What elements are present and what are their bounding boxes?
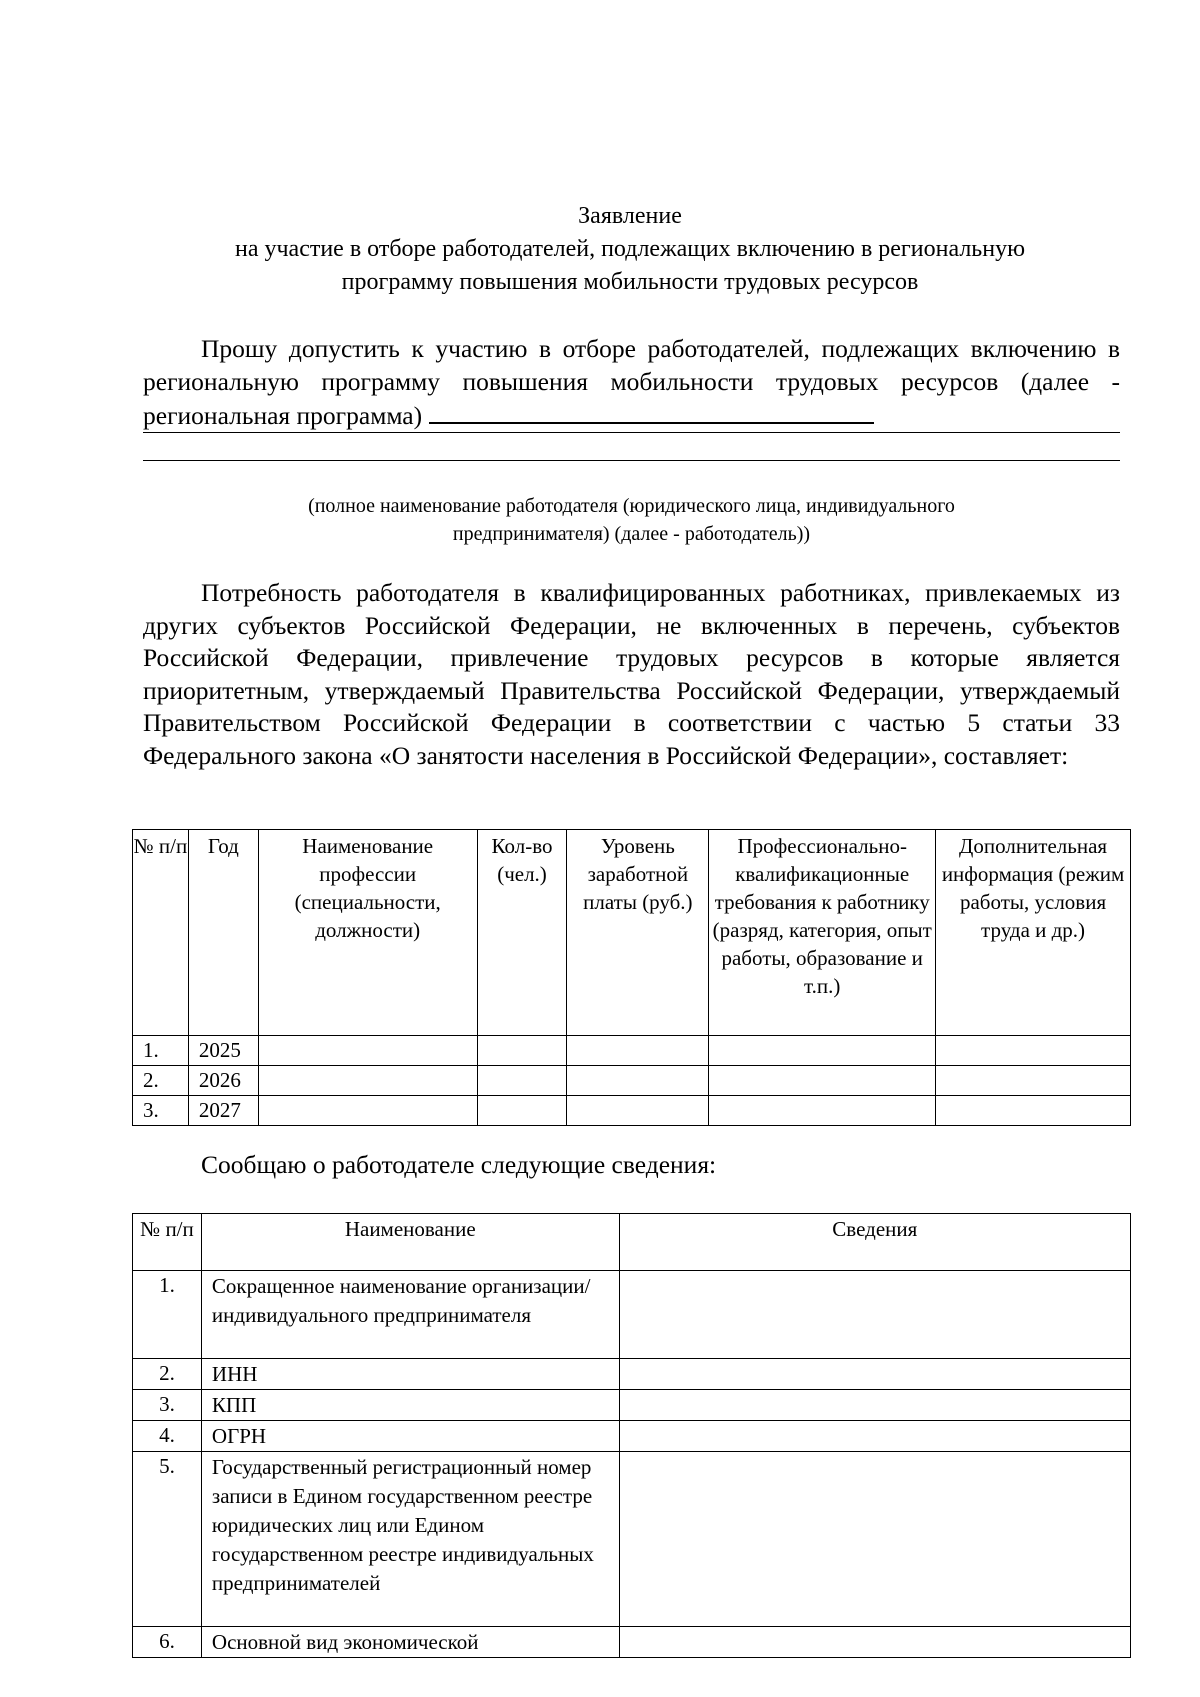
row-name: Основной вид экономической <box>201 1627 619 1658</box>
demand-header-additional: Дополнительная информация (режим работы, условия труда и др.) <box>936 830 1131 1036</box>
table-row <box>133 1421 1131 1452</box>
employer-name-field-line-3[interactable] <box>143 460 1120 461</box>
profession-cell[interactable] <box>258 1066 477 1096</box>
row-num: 2. <box>133 1066 189 1096</box>
details-cell[interactable] <box>619 1452 1130 1627</box>
row-year: 2026 <box>188 1066 258 1096</box>
row-num: 1. <box>133 1271 202 1359</box>
requirements-cell[interactable] <box>709 1066 936 1096</box>
row-num: 3. <box>133 1390 202 1421</box>
demand-header-profession: Наименование профессии (специальности, должности) <box>258 830 477 1036</box>
requirements-cell[interactable] <box>709 1096 936 1126</box>
hint-line-1: (полное наименование работодателя (юридического лица, индивидуального <box>308 495 955 517</box>
info-header-num: № п/п <box>133 1214 202 1271</box>
employer-info-title: Сообщаю о работодателе следующие сведения: <box>201 1150 717 1179</box>
details-cell[interactable] <box>619 1271 1130 1359</box>
additional-info-cell[interactable] <box>936 1036 1131 1066</box>
row-year: 2025 <box>188 1036 258 1066</box>
title-line-3: программу повышения мобильности трудовых ресурсов <box>341 269 919 295</box>
details-cell[interactable] <box>619 1359 1130 1390</box>
demand-text: Потребность работодателя в квалифицированных работниках, привлекаемых из других субъектов Российской Федерации, не включенных в перечень, субъектов Российской Федерации, привлечение трудовых ресурсов в которые является приоритетным, утверждаемый Правительства Российской Федерации, утверждаемый Правительством Российской Федерации в соответствии с частью 5 статьи 33 Федерального закона «О занятости населения в Российской Федерации», составляет: <box>143 578 1120 770</box>
details-cell[interactable] <box>619 1627 1130 1658</box>
row-num: 3. <box>133 1096 189 1126</box>
requirements-cell[interactable] <box>709 1036 936 1066</box>
row-num: 5. <box>133 1452 202 1627</box>
row-num: 6. <box>133 1627 202 1658</box>
employer-info-table <box>132 1213 1131 1658</box>
info-table-header <box>133 1214 1131 1271</box>
salary-cell[interactable] <box>567 1096 709 1126</box>
demand-paragraph <box>143 577 1120 772</box>
demand-table-header <box>133 830 1131 1036</box>
count-cell[interactable] <box>477 1036 567 1066</box>
row-num: 4. <box>133 1421 202 1452</box>
table-row <box>133 1359 1131 1390</box>
info-header-name: Наименование <box>201 1214 619 1271</box>
table-row <box>133 1271 1131 1359</box>
count-cell[interactable] <box>477 1066 567 1096</box>
additional-info-cell[interactable] <box>936 1066 1131 1096</box>
row-name: КПП <box>201 1390 619 1421</box>
count-cell[interactable] <box>477 1096 567 1126</box>
details-cell[interactable] <box>619 1390 1130 1421</box>
document-title <box>140 200 1120 299</box>
employer-name-field[interactable] <box>429 398 874 424</box>
salary-cell[interactable] <box>567 1066 709 1096</box>
title-line-1: Заявление <box>578 203 682 229</box>
demand-header-year: Год <box>188 830 258 1036</box>
table-row <box>133 1066 1131 1096</box>
salary-cell[interactable] <box>567 1036 709 1066</box>
table-row <box>133 1452 1131 1627</box>
hint-line-2: предпринимателя) (далее - работодатель)) <box>452 523 811 545</box>
row-num: 2. <box>133 1359 202 1390</box>
demand-table <box>132 829 1131 1126</box>
intro-text: Прошу допустить к участию в отборе работодателей, подлежащих включению в региональную программу повышения мобильности трудовых ресурсов (далее - региональная программа) <box>143 334 1120 430</box>
table-row <box>133 1036 1131 1066</box>
demand-header-count: Кол-во (чел.) <box>477 830 567 1036</box>
details-cell[interactable] <box>619 1421 1130 1452</box>
table-row <box>133 1390 1131 1421</box>
profession-cell[interactable] <box>258 1096 477 1126</box>
row-num: 1. <box>133 1036 189 1066</box>
demand-header-num: № п/п <box>133 830 189 1036</box>
row-name: Сокращенное наименование организации/индивидуального предпринимателя <box>201 1271 619 1359</box>
employer-name-hint <box>143 492 1120 548</box>
row-name: Государственный регистрационный номер записи в Едином государственном реестре юридических лиц или Едином государственном реестре индивидуальных предпринимателей <box>201 1452 619 1627</box>
intro-paragraph <box>143 333 1120 433</box>
info-header-details: Сведения <box>619 1214 1130 1271</box>
table-row <box>133 1627 1131 1658</box>
employer-name-field-line-2[interactable] <box>143 432 1120 433</box>
profession-cell[interactable] <box>258 1036 477 1066</box>
demand-header-salary: Уровень заработной платы (руб.) <box>567 830 709 1036</box>
table-row <box>133 1096 1131 1126</box>
row-year: 2027 <box>188 1096 258 1126</box>
row-name: ОГРН <box>201 1421 619 1452</box>
additional-info-cell[interactable] <box>936 1096 1131 1126</box>
row-name: ИНН <box>201 1359 619 1390</box>
demand-header-requirements: Профессионально-квалификационные требования к работнику (разряд, категория, опыт работы, образование и т.п.) <box>709 830 936 1036</box>
title-line-2: на участие в отборе работодателей, подлежащих включению в региональную <box>234 236 1026 262</box>
